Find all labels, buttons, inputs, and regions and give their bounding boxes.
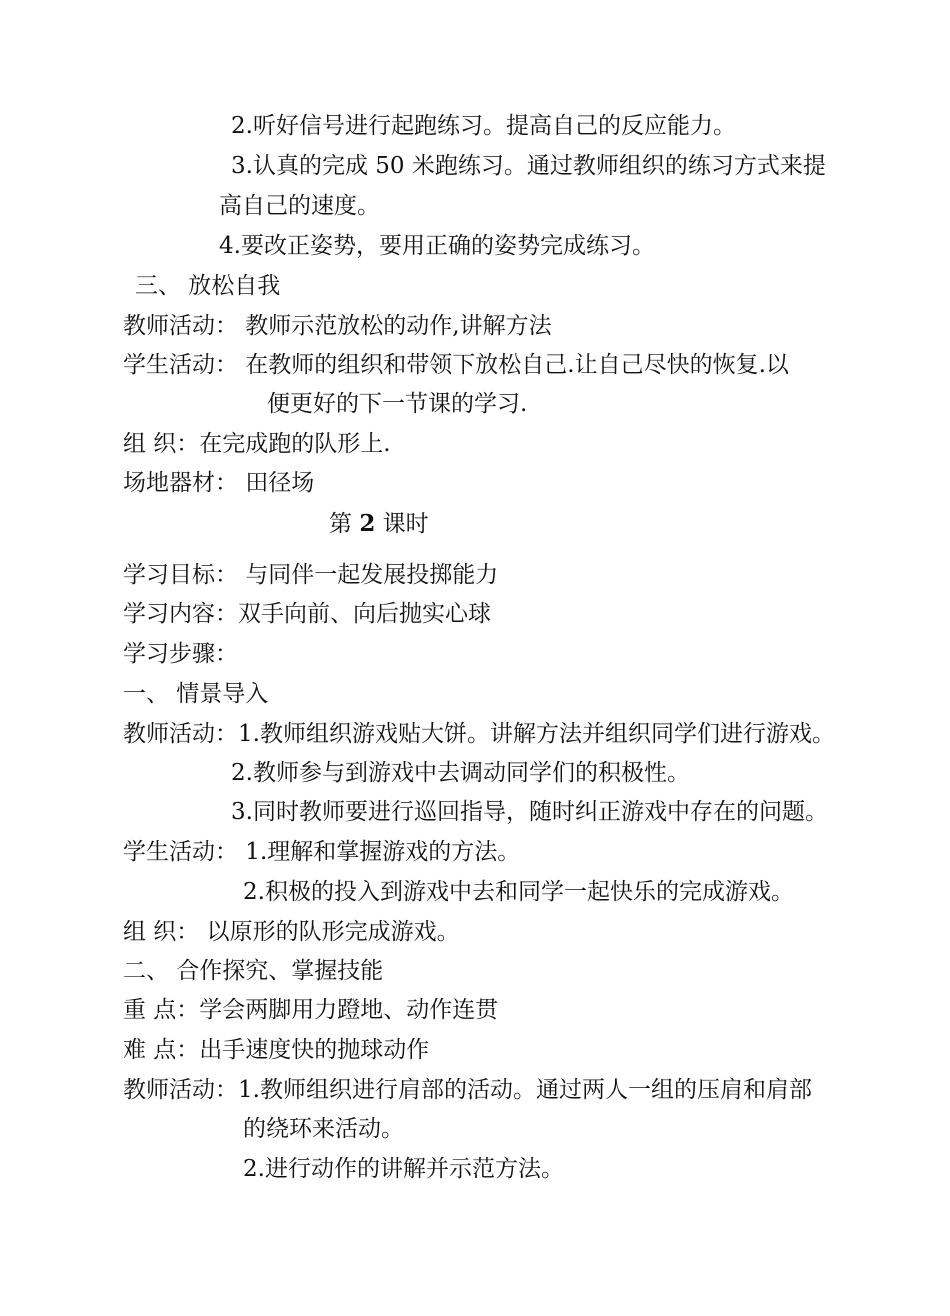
text-line: 3.同时教师要进行巡回指导，随时纠正游戏中存在的问题。: [231, 799, 828, 825]
text-line: 重 点：学会两脚用力蹬地、动作连贯: [123, 997, 499, 1023]
text-line: 组 织： 以原形的队形完成游戏。: [123, 919, 460, 945]
text-line: 2.听好信号进行起跑练习。提高自己的反应能力。: [231, 113, 736, 139]
section-heading: 三、 放松自我: [135, 273, 281, 299]
lesson-heading-prefix: 第: [329, 511, 352, 537]
text-line: 教师活动： 教师示范放松的动作,讲解方法: [123, 313, 552, 339]
text-line: 4.要改正姿势，要用正确的姿势完成练习。: [219, 233, 655, 259]
lesson-heading-suffix: 课时: [382, 511, 429, 537]
text-line: 3.认真的完成 50 米跑练习。通过教师组织的练习方式来提: [231, 153, 826, 179]
lesson-number: 2: [359, 510, 376, 537]
text-line: 高自己的速度。: [219, 193, 380, 219]
text-line: 的绕环来活动。: [243, 1116, 404, 1142]
text-line: 教师活动：1.教师组织游戏贴大饼。讲解方法并组织同学们进行游戏。: [123, 721, 835, 747]
section-heading: 一、 情景导入: [123, 681, 269, 707]
text-line: 难 点：出手速度快的抛球动作: [123, 1037, 430, 1063]
section-heading: 二、 合作探究、掌握技能: [123, 958, 384, 984]
text-line: 学习步骤：: [123, 641, 238, 667]
text-line: 教师活动：1.教师组织进行肩部的活动。通过两人一组的压肩和肩部: [123, 1077, 812, 1103]
text-line: 2.积极的投入到游戏中去和同学一起快乐的完成游戏。: [243, 879, 794, 905]
text-line: 学生活动： 在教师的组织和带领下放松自己.让自己尽快的恢复.以: [123, 352, 789, 378]
text-line: 便更好的下一节课的学习.: [267, 391, 528, 417]
text-line: 2.进行动作的讲解并示范方法。: [243, 1156, 564, 1182]
text-line: 学习内容：双手向前、向后抛实心球: [123, 601, 491, 627]
text-line: 场地器材： 田径场: [123, 470, 315, 496]
text-line: 组 织：在完成跑的队形上.: [123, 431, 391, 457]
lesson-heading: [329, 510, 629, 538]
text-line: 2.教师参与到游戏中去调动同学们的积极性。: [231, 760, 690, 786]
text-line: 学习目标： 与同伴一起发展投掷能力: [123, 562, 499, 588]
text-line: 学生活动： 1.理解和掌握游戏的方法。: [123, 839, 521, 865]
